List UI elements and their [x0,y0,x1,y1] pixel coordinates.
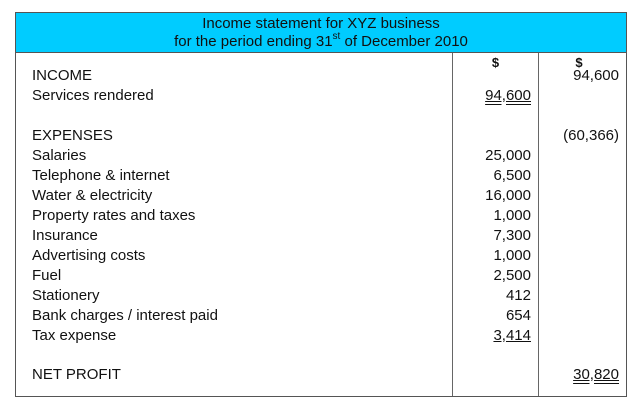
currency-label: $ [575,55,583,70]
table-row [16,266,626,286]
line-item-amount: 654 [505,307,531,324]
table-row [16,286,626,306]
line-item-amount: 1,000 [493,247,531,264]
line-item-amount: 6,500 [493,167,531,184]
line-item-label: Bank charges / interest paid [32,307,218,324]
table-row [16,226,626,246]
income-statement-table [15,12,627,397]
line-item-amount: 1,000 [493,207,531,224]
table-row [16,326,626,346]
table-row [16,306,626,326]
statement-header [16,13,626,53]
expenses-total: (60,366) [563,127,619,144]
line-item-label: Water & electricity [32,187,153,204]
line-item-label: Fuel [32,267,62,284]
section-heading: INCOME [32,67,92,84]
table-row [16,86,626,106]
line-item-label: Insurance [32,227,98,244]
income-heading-row [16,66,626,86]
currency-label: $ [491,55,500,70]
line-item-label: Salaries [32,147,87,164]
net-profit-row [16,365,626,385]
net-profit-label: NET PROFIT [32,366,121,383]
statement-period: for the period ending 31st of December 2010 [174,31,468,50]
expenses-heading-row [16,126,626,146]
net-profit-amount: 30,820 [573,366,619,383]
line-item-label: Stationery [32,287,100,304]
table-row [16,246,626,266]
section-heading: EXPENSES [32,127,113,144]
line-item-label: Property rates and taxes [32,207,196,224]
line-item-amount: 16,000 [485,187,531,204]
line-item-label: Telephone & internet [32,167,170,184]
table-row [16,206,626,226]
table-row [16,146,626,166]
statement-title: Income statement for XYZ business [202,15,440,32]
line-item-label: Tax expense [32,327,117,344]
line-item-amount: 412 [505,287,531,304]
table-row [16,186,626,206]
line-item-amount: 94,600 [485,87,531,104]
line-item-label: Advertising costs [32,247,146,264]
statement-body [16,53,626,396]
line-item-amount: 7,300 [493,227,531,244]
line-item-amount: 3,414 [493,327,531,344]
line-item-label: Services rendered [32,87,154,104]
line-item-amount: 2,500 [493,267,531,284]
income-total: 94,600 [573,67,619,84]
table-row [16,166,626,186]
line-item-amount: 25,000 [485,147,531,164]
